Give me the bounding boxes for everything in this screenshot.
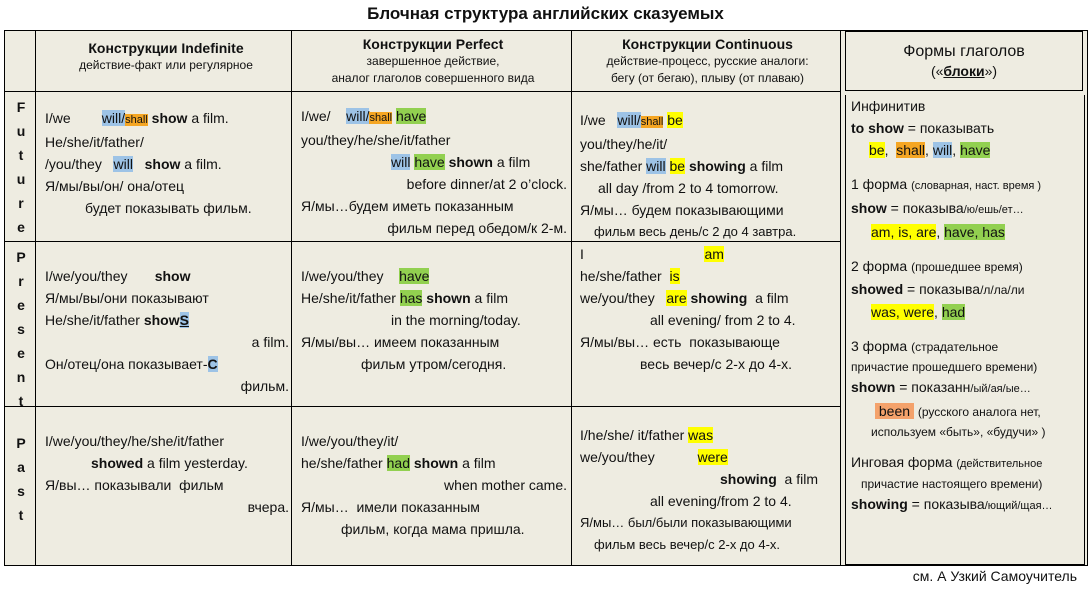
- header-forms-sub: [846, 63, 1082, 80]
- header-forms-sub-post: »): [984, 63, 998, 79]
- header-perfect: [295, 27, 571, 87]
- tense-future: F u t u r e: [16, 99, 26, 235]
- header-perfect-sub2: аналог глаголов совершенного вида: [331, 71, 535, 85]
- verb-forms: Инфинитив to show = показывать be, shall, will, have 1 форма (словарная, наст. время ) show = показыва/ю/ешь/ет… am, is, are, have, has 2 форма (прошедшее время) showed = показыва/л/ла/ли was, were, had 3 форма (страдательное причастие прошедшего времени) shown = показанн/ый/ая/ые… been (русского аналога нет, используем «быть», «будучи» ) Инговая форма (действительное причастие настоящего времени) showing = показыва/ющий/щая…: [845, 95, 1085, 565]
- divider: [5, 91, 840, 92]
- header-perfect-title: Конструкции Perfect: [362, 36, 504, 52]
- header-continuous: [575, 27, 840, 87]
- past-perfect: I/we/you/they/it/ he/she/father had shown a film when mother came. Я/мы… имели показанным фильм, когда мама пришла.: [301, 433, 567, 537]
- future-continuous: I/we will/shall be you/they/he/it/ she/father will be showing a film all day /from 2 to 4 tomorrow. Я/мы… будем показывающими фильм весь день/с 2 до 4 завтра.: [580, 112, 797, 239]
- header-indefinite: [41, 31, 291, 91]
- header-perfect-sub1: завершенное действие,: [366, 54, 500, 68]
- header-indefinite-title: Конструкции Indefinite: [88, 40, 244, 56]
- header-indefinite-sub: действие-факт или регулярное: [79, 58, 253, 72]
- past-continuous: I/he/she/ it/father was we/you/they were showing a film all evening/from 2 to 4. Я/мы… был/были показывающими фильм весь вечер/с 2-х до 4-х.: [580, 427, 819, 552]
- header-continuous-sub1: действие-процесс, русские аналоги:: [606, 54, 809, 68]
- present-indefinite: I/we/you/they show Я/мы/вы/они показывают He/she/it/father showS a film. Он/отец/она показывает-С фильм.: [45, 268, 289, 394]
- header-forms-title: Формы глаголов: [903, 43, 1025, 60]
- divider: [35, 31, 36, 565]
- future-indefinite: I/we will/shall show a film. He/she/it/father/ /you/they will show a film. Я/мы/вы/он/ она/отец будет показывать фильм.: [45, 110, 252, 216]
- header-forms-sub-pre: («: [930, 63, 944, 79]
- divider: [5, 406, 840, 407]
- future-perfect: I/we/ will/shall have you/they/he/she/it/father will have shown a film before dinner/at 2 o’clock. Я/мы…будем иметь показанным фильм перед обедом/к 2-м.: [301, 108, 567, 236]
- present-continuous: I am he/she/father is we/you/they are showing a film all evening/ from 2 to 4. Я/мы/вы… есть показывающе весь вечер/с 2-х до 4-х.: [580, 246, 796, 372]
- footer-source: см. А Узкий Самоучитель: [912, 568, 1077, 584]
- present-perfect: I/we/you/they have He/she/it/father has shown a film in the morning/today. Я/мы/вы… имеем показанным фильм утром/сегодня.: [301, 268, 521, 372]
- tense-past: P a s t: [16, 435, 26, 523]
- divider: [571, 31, 572, 565]
- header-forms-link: блоки: [943, 63, 985, 79]
- divider: [291, 31, 292, 565]
- header-forms: [845, 31, 1083, 91]
- divider: [840, 31, 841, 565]
- header-continuous-sub2: бегу (от бегаю), плыву (от плаваю): [610, 71, 805, 85]
- page-title: Блочная структура английских сказуемых: [367, 4, 724, 23]
- header-continuous-title: Конструкции Continuous: [622, 36, 793, 52]
- past-indefinite: I/we/you/they/he/she/it/father showed a film yesterday. Я/вы… показывали фильм вчера.: [45, 433, 289, 515]
- grammar-table: [4, 30, 1088, 566]
- tense-present: P r e s e n t: [16, 249, 26, 409]
